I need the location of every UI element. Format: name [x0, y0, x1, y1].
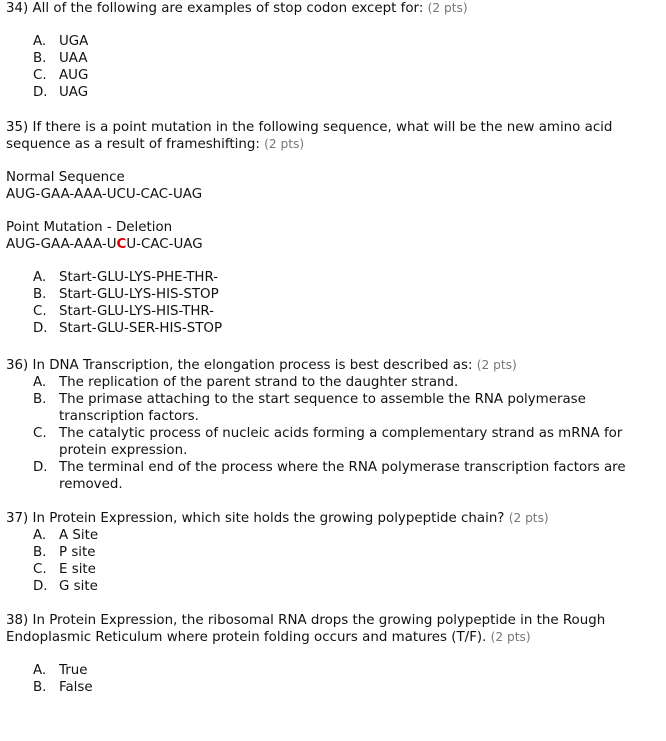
- option-letter: C.: [33, 304, 47, 319]
- question-37-stem: [6, 510, 658, 527]
- option-35-c[interactable]: [33, 303, 658, 320]
- option-text: A Site: [59, 528, 99, 543]
- option-text: UAA: [59, 51, 88, 66]
- question-38-points: (2 pts): [490, 630, 531, 644]
- question-38-options: [6, 662, 658, 696]
- option-letter: D.: [33, 85, 48, 100]
- mutation-sequence: [6, 236, 658, 253]
- option-37-d[interactable]: [33, 578, 658, 595]
- question-34-options: [6, 33, 658, 101]
- normal-sequence-block: [6, 169, 658, 203]
- option-text: P site: [59, 545, 96, 560]
- option-text: Start-GLU-LYS-PHE-THR-: [59, 270, 219, 285]
- question-36: [6, 357, 658, 493]
- option-text: UAG: [59, 85, 89, 100]
- option-letter: B.: [33, 680, 47, 695]
- option-letter: A.: [33, 34, 47, 49]
- option-letter: D.: [33, 321, 48, 336]
- option-38-a[interactable]: [33, 662, 658, 679]
- normal-sequence: AUG-GAA-AAA-UCU-CAC-UAG: [6, 187, 203, 202]
- question-35-options: [6, 269, 658, 337]
- question-35: [6, 119, 658, 337]
- mutation-seq-after: U-CAC-UAG: [126, 237, 203, 252]
- question-35-text: 35) If there is a point mutation in the following sequence, what will be the new amino acid sequence as a result of frameshifting:: [6, 120, 613, 152]
- option-letter: A.: [33, 270, 47, 285]
- option-35-b[interactable]: [33, 286, 658, 303]
- option-letter: A.: [33, 528, 47, 543]
- question-37-text: 37) In Protein Expression, which site holds the growing polypeptide chain?: [6, 511, 505, 526]
- option-35-d[interactable]: [33, 320, 658, 337]
- question-38: [6, 612, 658, 696]
- option-38-b[interactable]: [33, 679, 658, 696]
- option-text: AUG: [59, 68, 89, 83]
- question-37-options: [6, 527, 658, 595]
- option-text: Start-GLU-LYS-HIS-STOP: [59, 287, 219, 302]
- option-36-a[interactable]: [33, 374, 658, 391]
- option-text: The catalytic process of nucleic acids forming a complementary strand as mRNA for protein expression.: [59, 426, 623, 458]
- question-36-options: [6, 374, 658, 493]
- normal-sequence-label: Normal Sequence: [6, 170, 125, 185]
- option-text: The terminal end of the process where the RNA polymerase transcription factors are removed.: [59, 460, 626, 492]
- option-letter: C.: [33, 68, 47, 83]
- option-letter: B.: [33, 51, 47, 66]
- mutation-seq-before: AUG-GAA-AAA-U: [6, 237, 117, 252]
- option-text: E site: [59, 562, 96, 577]
- option-text: False: [59, 680, 93, 695]
- option-letter: B.: [33, 392, 47, 407]
- option-36-b[interactable]: [33, 391, 658, 425]
- question-34: [6, 0, 658, 101]
- option-text: Start-GLU-SER-HIS-STOP: [59, 321, 223, 336]
- question-34-stem: [6, 0, 658, 17]
- option-text: True: [59, 663, 88, 678]
- mutation-sequence-block: [6, 219, 658, 253]
- option-34-d[interactable]: [33, 84, 658, 101]
- question-36-text: 36) In DNA Transcription, the elongation process is best described as:: [6, 358, 473, 373]
- option-35-a[interactable]: [33, 269, 658, 286]
- option-letter: C.: [33, 562, 47, 577]
- option-37-b[interactable]: [33, 544, 658, 561]
- question-35-points: (2 pts): [264, 137, 305, 151]
- option-text: G site: [59, 579, 98, 594]
- option-36-d[interactable]: [33, 459, 658, 493]
- option-34-c[interactable]: [33, 67, 658, 84]
- option-text: The replication of the parent strand to the daughter strand.: [59, 375, 459, 390]
- question-36-points: (2 pts): [476, 358, 517, 372]
- question-34-points: (2 pts): [427, 1, 468, 15]
- option-text: UGA: [59, 34, 89, 49]
- option-36-c[interactable]: [33, 425, 658, 459]
- option-letter: B.: [33, 287, 47, 302]
- question-38-text: 38) In Protein Expression, the ribosomal RNA drops the growing polypeptide in the Rough Endoplasmic Reticulum where protein folding occurs and matures (T/F).: [6, 613, 606, 645]
- mutation-sequence-label: Point Mutation - Deletion: [6, 220, 173, 235]
- option-letter: D.: [33, 460, 48, 475]
- question-36-stem: [6, 357, 658, 374]
- option-text: The primase attaching to the start sequence to assemble the RNA polymerase transcription factors.: [59, 392, 586, 424]
- option-34-b[interactable]: [33, 50, 658, 67]
- option-letter: D.: [33, 579, 48, 594]
- option-letter: B.: [33, 545, 47, 560]
- question-34-text: 34) All of the following are examples of stop codon except for:: [6, 1, 424, 16]
- question-38-stem: [6, 612, 658, 646]
- question-37: [6, 510, 658, 595]
- option-34-a[interactable]: [33, 33, 658, 50]
- mutation-seq-highlight: C: [116, 237, 127, 252]
- option-37-a[interactable]: [33, 527, 658, 544]
- option-letter: A.: [33, 375, 47, 390]
- option-text: Start-GLU-LYS-HIS-THR-: [59, 304, 214, 319]
- option-37-c[interactable]: [33, 561, 658, 578]
- option-letter: A.: [33, 663, 47, 678]
- option-letter: C.: [33, 426, 47, 441]
- question-37-points: (2 pts): [508, 511, 549, 525]
- question-35-stem: [6, 119, 658, 153]
